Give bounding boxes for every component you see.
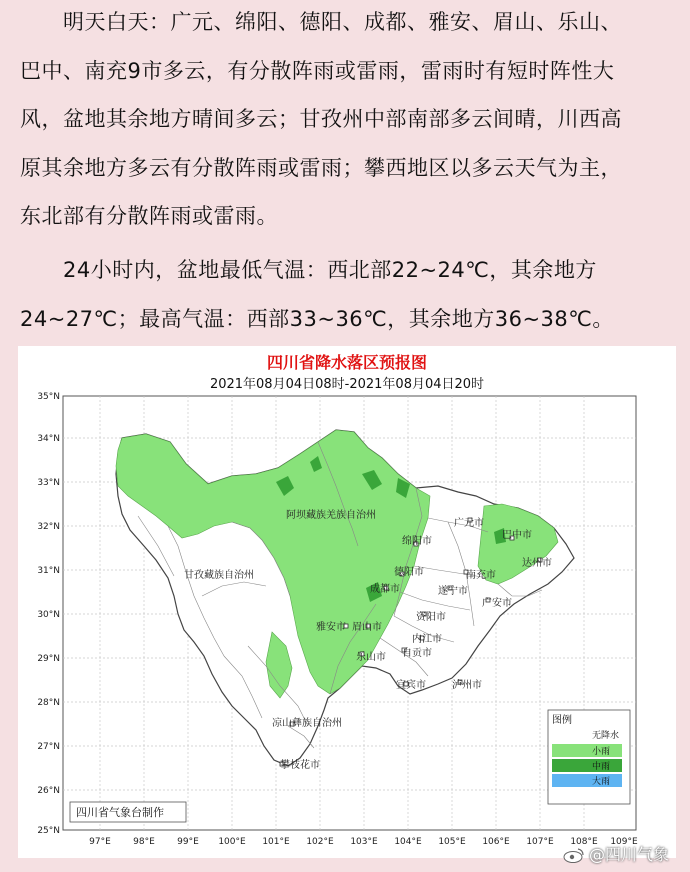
map-legend [548,710,630,804]
lon-tick-label: 98°E [133,837,155,847]
region-label: 资阳市 [416,612,446,623]
region-label: 遂宁市 [438,586,468,597]
region-label: 自贡市 [402,648,432,659]
lon-tick-label: 103°E [350,837,378,847]
region-label: 内江市 [412,634,442,645]
lat-tick-label: 26°N [37,786,60,796]
weibo-watermark [563,842,688,868]
text-line: 明天白天：广元、绵阳、德阳、成都、雅安、眉山、乐山、 [20,10,622,34]
lat-tick-label: 31°N [37,566,60,576]
region-label: 乐山市 [356,652,386,663]
lat-tick-label: 33°N [37,478,60,488]
credit-text: 四川省气象台制作 [76,806,164,819]
credit-box [70,802,186,822]
weibo-icon [563,847,585,863]
legend-title: 图例 [552,715,572,726]
legend-label-moderate: 中雨 [592,762,611,772]
region-label: 攀枝花市 [280,760,320,771]
lon-tick-label: 109°E [610,837,638,847]
text-line: 巴中、南充9市多云，有分散阵雨或雷雨，雷雨时有短时阵性大 [20,58,615,83]
map-subtitle: 2021年08月04日08时-2021年08月04日20时 [209,377,485,392]
region-label: 眉山市 [352,622,382,633]
lat-tick-label: 27°N [37,742,60,752]
text-line: 东北部有分散阵雨或雷雨。 [20,204,278,228]
lat-tick-label: 34°N [37,434,60,444]
longitude-axis [89,837,638,847]
region-label: 甘孜藏族自治州 [184,570,254,581]
lon-tick-label: 99°E [177,837,199,847]
region-label: 阿坝藏族羌族自治州 [286,510,376,521]
watermark-text: @四川气象 [589,845,670,864]
lon-tick-label: 101°E [262,837,290,847]
latitude-axis [37,392,60,836]
region-label: 绵阳市 [402,536,432,547]
lat-tick-label: 32°N [37,522,60,532]
region-label: 泸州市 [452,680,482,691]
forecast-paragraph-2 [20,246,680,343]
region-label: 成都市 [370,584,400,595]
region-label: 雅安市 [316,622,346,633]
lat-tick-label: 25°N [37,826,60,836]
forecast-paragraph-1 [20,0,680,241]
region-label: 凉山彝族自治州 [272,718,342,729]
region-label: 广元市 [454,518,484,529]
legend-label-none: 无降水 [592,731,620,741]
map-title: 四川省降水落区预报图 [266,353,428,372]
legend-label-light: 小雨 [592,747,611,757]
lon-tick-label: 100°E [218,837,246,847]
lon-tick-label: 102°E [306,837,334,847]
lat-tick-label: 29°N [37,654,60,664]
region-label: 南充市 [466,570,496,581]
lon-tick-label: 106°E [482,837,510,847]
legend-swatch-heavy [552,774,622,787]
text-line: 24小时内，盆地最低气温：西北部22~24℃，其余地方 [20,258,597,282]
legend-swatch-light [552,744,622,757]
region-label: 巴中市 [502,530,532,541]
region-label: 达州市 [522,558,552,569]
region-label: 宜宾市 [396,680,426,691]
legend-label-heavy: 大雨 [592,777,611,787]
legend-swatch-moderate [552,759,622,772]
text-line: 原其余地方多云有分散阵雨或雷雨；攀西地区以多云天气为主， [20,155,622,180]
lat-tick-label: 28°N [37,698,60,708]
lon-tick-label: 97°E [89,837,111,847]
text-line: 24~27℃；最高气温：西部33~36℃，其余地方36~38℃。 [20,306,614,331]
lat-tick-label: 30°N [37,610,60,620]
text-line: 风，盆地其余地方晴间多云；甘孜州中部南部多云间晴，川西高 [20,107,622,131]
lon-tick-label: 105°E [438,837,466,847]
precipitation-map [18,346,676,858]
region-label: 德阳市 [394,567,424,578]
region-label: 广安市 [482,598,512,609]
lon-tick-label: 108°E [570,837,598,847]
lon-tick-label: 107°E [526,837,554,847]
lon-tick-label: 104°E [394,837,422,847]
lat-tick-label: 35°N [37,392,60,402]
